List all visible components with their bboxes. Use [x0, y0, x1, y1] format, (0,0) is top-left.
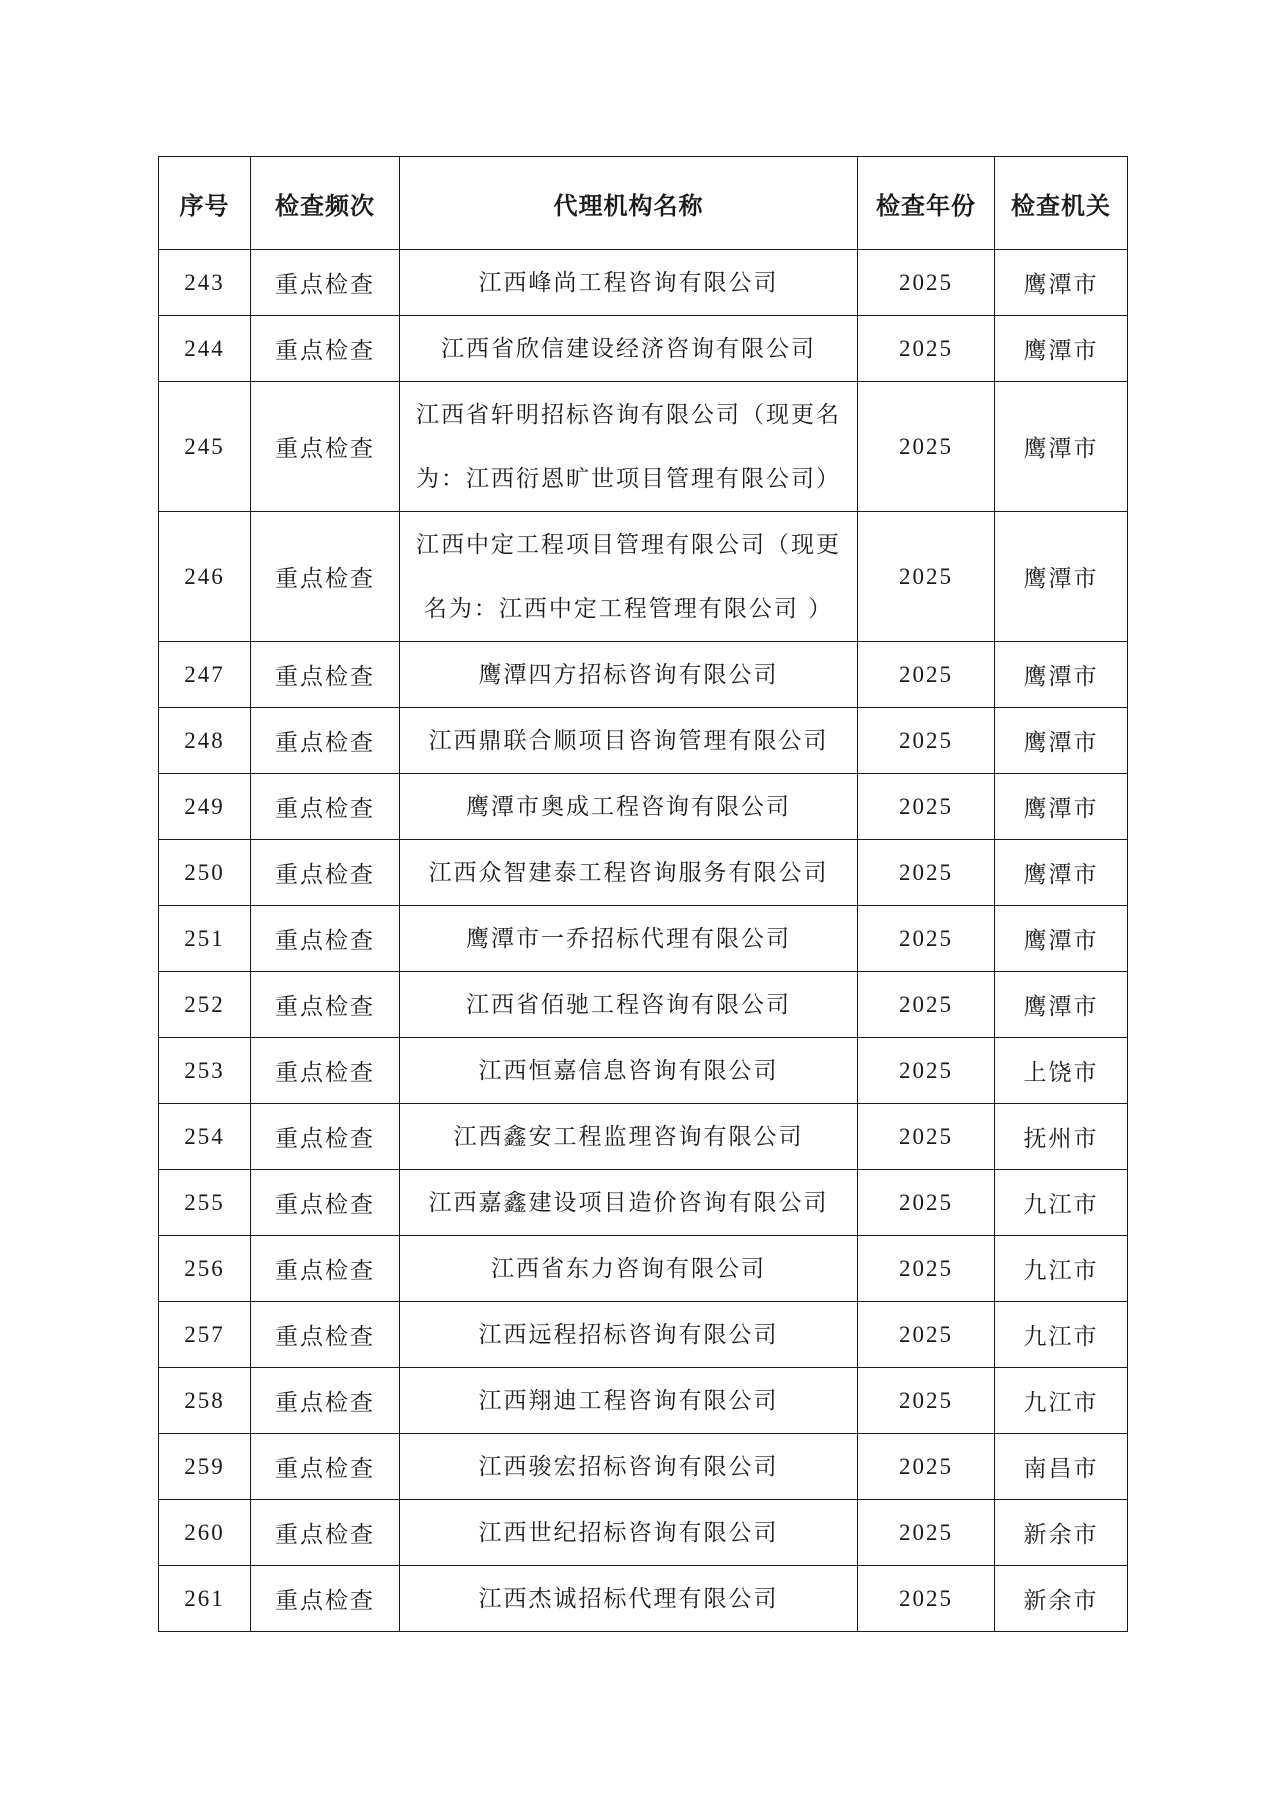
year-cell: 2025 [858, 840, 995, 906]
seq-cell: 243 [159, 250, 251, 316]
frequency-cell: 重点检查 [251, 1434, 400, 1500]
agency-name-cell: 鹰潭市奥成工程咨询有限公司 [400, 774, 858, 840]
year-cell: 2025 [858, 1566, 995, 1632]
agency-name-cell: 江西鑫安工程监理咨询有限公司 [400, 1104, 858, 1170]
authority-cell: 九江市 [995, 1236, 1128, 1302]
table-row [159, 774, 1128, 840]
table-row [159, 250, 1128, 316]
table-row [159, 708, 1128, 774]
table-row [159, 1566, 1128, 1632]
frequency-cell: 重点检查 [251, 250, 400, 316]
authority-cell: 南昌市 [995, 1434, 1128, 1500]
authority-cell: 九江市 [995, 1170, 1128, 1236]
seq-cell: 250 [159, 840, 251, 906]
year-cell: 2025 [858, 774, 995, 840]
table-row [159, 642, 1128, 708]
seq-cell: 257 [159, 1302, 251, 1368]
year-cell: 2025 [858, 1236, 995, 1302]
seq-cell: 256 [159, 1236, 251, 1302]
frequency-cell: 重点检查 [251, 906, 400, 972]
table-row [159, 1104, 1128, 1170]
agency-name-cell: 江西众智建泰工程咨询服务有限公司 [400, 840, 858, 906]
table-header [159, 157, 1128, 250]
table-row [159, 316, 1128, 382]
agency-name-cell: 鹰潭市一乔招标代理有限公司 [400, 906, 858, 972]
agency-name-cell: 江西杰诚招标代理有限公司 [400, 1566, 858, 1632]
seq-cell: 244 [159, 316, 251, 382]
seq-cell: 247 [159, 642, 251, 708]
year-cell: 2025 [858, 906, 995, 972]
header-agency-name: 代理机构名称 [400, 157, 858, 250]
seq-cell: 261 [159, 1566, 251, 1632]
authority-cell: 鹰潭市 [995, 972, 1128, 1038]
year-cell: 2025 [858, 1368, 995, 1434]
agency-name-cell: 江西鼎联合顺项目咨询管理有限公司 [400, 708, 858, 774]
year-cell: 2025 [858, 1434, 995, 1500]
frequency-cell: 重点检查 [251, 1170, 400, 1236]
frequency-cell: 重点检查 [251, 1236, 400, 1302]
frequency-cell: 重点检查 [251, 512, 400, 642]
year-cell: 2025 [858, 1500, 995, 1566]
frequency-cell: 重点检查 [251, 972, 400, 1038]
table-row [159, 972, 1128, 1038]
authority-cell: 鹰潭市 [995, 774, 1128, 840]
seq-cell: 251 [159, 906, 251, 972]
frequency-cell: 重点检查 [251, 1038, 400, 1104]
year-cell: 2025 [858, 512, 995, 642]
agency-name-cell: 江西世纪招标咨询有限公司 [400, 1500, 858, 1566]
authority-cell: 鹰潭市 [995, 906, 1128, 972]
frequency-cell: 重点检查 [251, 708, 400, 774]
table-row [159, 1500, 1128, 1566]
authority-cell: 鹰潭市 [995, 708, 1128, 774]
seq-cell: 248 [159, 708, 251, 774]
year-cell: 2025 [858, 972, 995, 1038]
table-row [159, 840, 1128, 906]
frequency-cell: 重点检查 [251, 316, 400, 382]
table-body [159, 250, 1128, 1632]
seq-cell: 259 [159, 1434, 251, 1500]
frequency-cell: 重点检查 [251, 642, 400, 708]
frequency-cell: 重点检查 [251, 1566, 400, 1632]
year-cell: 2025 [858, 1104, 995, 1170]
authority-cell: 鹰潭市 [995, 840, 1128, 906]
header-authority: 检查机关 [995, 157, 1128, 250]
year-cell: 2025 [858, 1302, 995, 1368]
frequency-cell: 重点检查 [251, 1104, 400, 1170]
authority-cell: 鹰潭市 [995, 250, 1128, 316]
table-row [159, 382, 1128, 512]
agency-name-cell: 江西翔迪工程咨询有限公司 [400, 1368, 858, 1434]
year-cell: 2025 [858, 382, 995, 512]
authority-cell: 新余市 [995, 1566, 1128, 1632]
seq-cell: 255 [159, 1170, 251, 1236]
frequency-cell: 重点检查 [251, 1302, 400, 1368]
table-row [159, 906, 1128, 972]
authority-cell: 九江市 [995, 1368, 1128, 1434]
agency-name-cell: 江西省东力咨询有限公司 [400, 1236, 858, 1302]
header-year: 检查年份 [858, 157, 995, 250]
seq-cell: 246 [159, 512, 251, 642]
table-row [159, 512, 1128, 642]
agency-name-cell: 江西嘉鑫建设项目造价咨询有限公司 [400, 1170, 858, 1236]
agency-name-cell: 江西省佰驰工程咨询有限公司 [400, 972, 858, 1038]
year-cell: 2025 [858, 1170, 995, 1236]
frequency-cell: 重点检查 [251, 1368, 400, 1434]
agency-name-cell: 江西恒嘉信息咨询有限公司 [400, 1038, 858, 1104]
seq-cell: 258 [159, 1368, 251, 1434]
table-row [159, 1302, 1128, 1368]
authority-cell: 鹰潭市 [995, 642, 1128, 708]
header-frequency: 检查频次 [251, 157, 400, 250]
table-row [159, 1170, 1128, 1236]
agency-name-cell: 江西省欣信建设经济咨询有限公司 [400, 316, 858, 382]
header-row [159, 157, 1128, 250]
agency-name-cell: 江西骏宏招标咨询有限公司 [400, 1434, 858, 1500]
authority-cell: 九江市 [995, 1302, 1128, 1368]
year-cell: 2025 [858, 250, 995, 316]
seq-cell: 245 [159, 382, 251, 512]
year-cell: 2025 [858, 708, 995, 774]
table-row [159, 1236, 1128, 1302]
agency-name-cell: 江西中定工程项目管理有限公司（现更名为：江西中定工程管理有限公司 ） [400, 512, 858, 642]
header-seq: 序号 [159, 157, 251, 250]
agency-name-cell: 江西峰尚工程咨询有限公司 [400, 250, 858, 316]
table-row [159, 1038, 1128, 1104]
seq-cell: 254 [159, 1104, 251, 1170]
agency-name-cell: 江西远程招标咨询有限公司 [400, 1302, 858, 1368]
seq-cell: 260 [159, 1500, 251, 1566]
authority-cell: 上饶市 [995, 1038, 1128, 1104]
frequency-cell: 重点检查 [251, 840, 400, 906]
year-cell: 2025 [858, 642, 995, 708]
frequency-cell: 重点检查 [251, 774, 400, 840]
frequency-cell: 重点检查 [251, 1500, 400, 1566]
seq-cell: 249 [159, 774, 251, 840]
authority-cell: 抚州市 [995, 1104, 1128, 1170]
table-row [159, 1434, 1128, 1500]
authority-cell: 新余市 [995, 1500, 1128, 1566]
authority-cell: 鹰潭市 [995, 316, 1128, 382]
seq-cell: 253 [159, 1038, 251, 1104]
seq-cell: 252 [159, 972, 251, 1038]
agency-name-cell: 江西省轩明招标咨询有限公司（现更名为：江西衍恩旷世项目管理有限公司） [400, 382, 858, 512]
year-cell: 2025 [858, 316, 995, 382]
table-row [159, 1368, 1128, 1434]
agency-name-cell: 鹰潭四方招标咨询有限公司 [400, 642, 858, 708]
frequency-cell: 重点检查 [251, 382, 400, 512]
year-cell: 2025 [858, 1038, 995, 1104]
authority-cell: 鹰潭市 [995, 382, 1128, 512]
authority-cell: 鹰潭市 [995, 512, 1128, 642]
inspection-table [158, 156, 1128, 1632]
